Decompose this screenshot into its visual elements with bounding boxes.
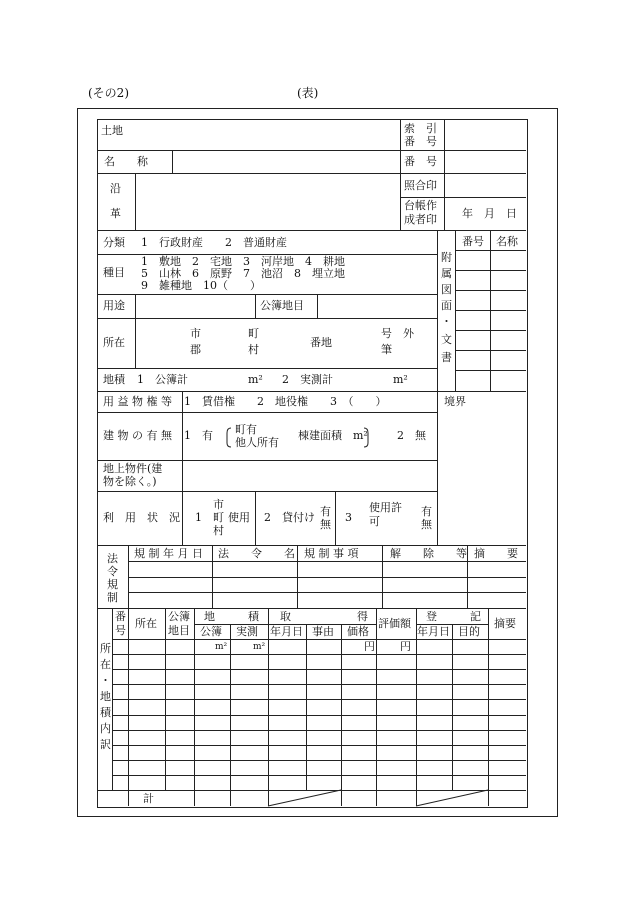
regulation-label-1: 法: [107, 552, 118, 565]
attached-docs-label-4: ・: [441, 315, 452, 328]
bd-total-label: 計: [143, 792, 154, 805]
category-options-1: 1 敷地 2 宅地 3 河岸地 4 耕地: [141, 255, 345, 268]
location-city-1: 市: [190, 327, 201, 340]
bd-header-area: 地 積: [204, 610, 259, 623]
bd-header-reg-date: 年月日: [417, 625, 450, 638]
category-label: 種目: [103, 266, 125, 279]
regulation-header-remarks: 摘 要: [474, 547, 518, 560]
history-label-2: 革: [110, 207, 121, 220]
location-extra: 外: [403, 327, 414, 340]
bd-unit-m2-actual: m²: [253, 642, 266, 652]
ground-objects-label-2: 物を除く。): [103, 475, 157, 488]
index-number-label-1: 索 引: [404, 122, 437, 135]
bd-header-valuation: 評価額: [378, 617, 411, 630]
bd-header-registry-cat-2: 地目: [168, 624, 190, 637]
bd-header-area-actual: 実測: [236, 625, 258, 638]
bd-header-reg-purpose: 目的: [458, 625, 480, 638]
category-options-3: 9 雑種地 10（ ）: [141, 279, 261, 292]
area-label: 地積: [103, 373, 125, 386]
attached-col-name: 名称: [496, 235, 518, 248]
attached-docs-label-1: 属: [441, 267, 452, 280]
bd-header-area-registry: 公簿: [200, 625, 222, 638]
bd-header-registration: 登 記: [426, 610, 481, 623]
ledger-date: 年 月 日: [462, 207, 517, 220]
breakdown-label-2: ・: [100, 674, 111, 687]
ledger-seal-label-1: 台帳作: [404, 199, 437, 212]
bd-unit-yen-price: 円: [364, 640, 375, 653]
breakdown-label-5: 内: [100, 722, 111, 735]
collation-seal-label: 照合印: [404, 179, 437, 192]
util-city-1: 市: [213, 498, 224, 511]
util-3: 3: [345, 511, 352, 524]
building-area: 棟建面積 m²: [298, 429, 368, 442]
util-city-2: 町: [213, 511, 224, 524]
ledger-seal-label-2: 成者印: [404, 213, 437, 226]
classification-label: 分類: [103, 236, 125, 249]
breakdown-label-4: 積: [100, 706, 111, 719]
util-use: 使用: [228, 511, 250, 524]
registry-category-label: 公簿地目: [260, 299, 304, 312]
bd-header-registry-cat-1: 公簿: [168, 610, 190, 623]
index-number-label-2: 番 号: [404, 135, 437, 148]
bd-header-acquisition: 取 得: [280, 610, 368, 623]
page-header-side: (表): [297, 86, 319, 100]
bd-header-acq-date: 年月日: [270, 625, 303, 638]
regulation-label-4: 制: [107, 591, 118, 604]
bd-unit-m2-registry: m²: [215, 642, 228, 652]
breakdown-label-1: 在: [100, 658, 111, 671]
building-no: 2 無: [397, 429, 426, 442]
util-yesno-a-1: 有: [320, 505, 331, 518]
bd-header-number-2: 号: [115, 624, 126, 637]
name-label: 名 称: [104, 155, 148, 168]
usufruct-options: 1 賃借権 2 地役権 3 （ ）: [184, 395, 387, 408]
bd-header-remarks: 摘要: [494, 617, 516, 630]
util-2: 2 貸付け: [264, 511, 315, 524]
building-yes: 1 有: [184, 429, 213, 442]
building-others: 他人所有: [235, 436, 279, 449]
area-registry: 1 公簿計: [137, 373, 188, 386]
area-unit-1: m²: [248, 373, 263, 386]
history-label-1: 沿: [110, 182, 121, 195]
attached-docs-label-5: 文: [441, 333, 452, 346]
bd-header-location: 所在: [135, 617, 157, 630]
bd-header-acq-price: 価格: [347, 625, 369, 638]
regulation-header-date: 規 制 年 月 日: [134, 547, 203, 560]
ground-objects-label-1: 地上物件(建: [103, 462, 163, 475]
usufruct-label: 用 益 物 権 等: [103, 395, 172, 408]
page-header-part: (その2): [88, 86, 129, 100]
breakdown-label-0: 所: [100, 642, 111, 655]
location-town-1: 町: [248, 327, 259, 340]
attached-docs-label-0: 附: [441, 251, 452, 264]
bd-header-number-1: 番: [115, 610, 126, 623]
usage-label: 用途: [103, 299, 125, 312]
util-yesno-a-2: 無: [320, 518, 331, 531]
boundary-label: 境界: [444, 395, 466, 408]
attached-col-number: 番号: [462, 235, 484, 248]
regulation-header-release: 解 除 等: [390, 547, 467, 560]
area-actual: 2 実測計: [282, 373, 333, 386]
util-permit-2: 可: [369, 515, 380, 528]
regulation-header-law: 法 令 名: [218, 547, 295, 560]
location-city-2: 郡: [190, 343, 201, 356]
classification-options: 1 行政財産 2 普通財産: [141, 236, 287, 249]
location-town-2: 村: [248, 343, 259, 356]
regulation-label-2: 令: [107, 565, 118, 578]
util-yesno-b-2: 無: [421, 518, 432, 531]
area-unit-2: m²: [393, 373, 408, 386]
category-options-2: 5 山林 6 原野 7 池沼 8 埋立地: [141, 267, 345, 280]
regulation-label-3: 規: [107, 578, 118, 591]
building-label: 建 物 の 有 無: [103, 429, 172, 442]
location-sub-2: 筆: [381, 343, 392, 356]
location-lot: 番地: [310, 336, 332, 349]
attached-docs-label-2: 図: [441, 283, 452, 296]
building-owned: 町有: [235, 423, 257, 436]
land-title: 土地: [101, 124, 123, 137]
attached-docs-label-3: 面: [441, 299, 452, 312]
regulation-header-matter: 規 制 事 項: [304, 547, 359, 560]
util-1: 1: [195, 511, 202, 524]
breakdown-label-6: 訳: [100, 738, 111, 751]
util-yesno-b-1: 有: [421, 505, 432, 518]
utilization-label: 利 用 状 況: [103, 511, 180, 524]
util-permit-1: 使用許: [369, 501, 402, 514]
bd-unit-yen-valuation: 円: [400, 640, 411, 653]
util-city-3: 村: [213, 524, 224, 537]
location-sub-1: 号: [381, 327, 392, 340]
attached-docs-label-6: 書: [441, 351, 452, 364]
number-label: 番 号: [404, 155, 437, 168]
bd-header-acq-reason: 事由: [312, 625, 334, 638]
breakdown-label-3: 地: [100, 690, 111, 703]
location-label: 所在: [103, 336, 125, 349]
